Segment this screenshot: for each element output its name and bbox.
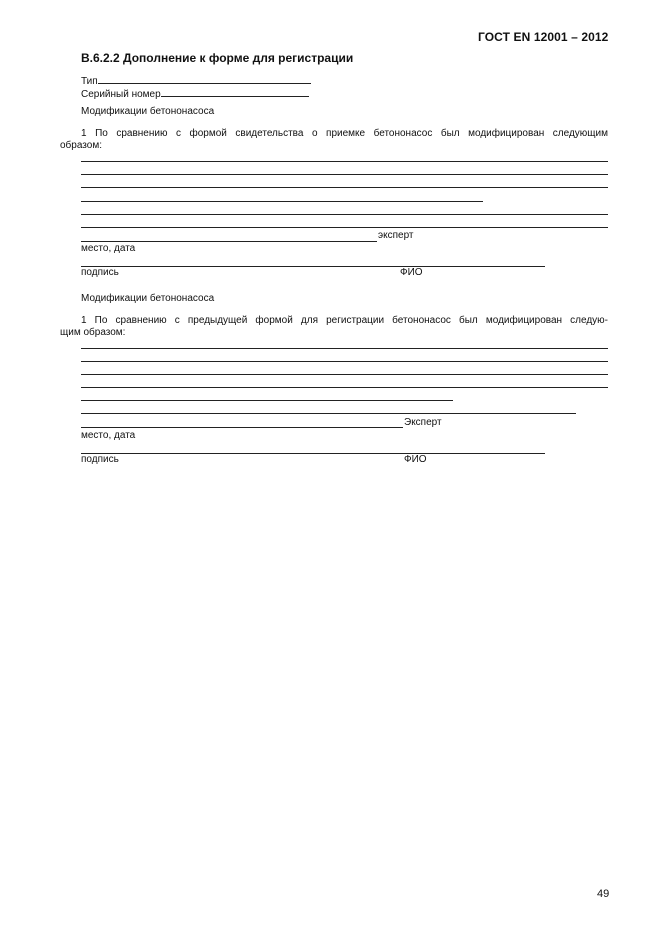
block2-answer-line-6[interactable]: [81, 413, 576, 414]
block2-heading: Модификации бетононасоса: [81, 293, 215, 304]
block1-place-date: место, дата: [81, 243, 136, 254]
block2-answer-line-2[interactable]: [81, 361, 608, 362]
block1-answer-line-4[interactable]: [81, 201, 483, 202]
block2-answer-line-1[interactable]: [81, 348, 608, 349]
block2-answer-line-3[interactable]: [81, 374, 608, 375]
block2-expert-label: Эксперт: [404, 417, 442, 428]
block1-answer-line-6[interactable]: [81, 227, 608, 228]
section-title: В.6.2.2 Дополнение к форме для регистрации: [81, 51, 354, 65]
block1-answer-line-3[interactable]: [81, 187, 608, 188]
block1-heading: Модификации бетононасоса: [81, 106, 215, 117]
type-field: [81, 74, 311, 88]
block1-paragraph-line1: 1 По сравнению с формой свидетельства о приемке бетононасос был модифицирован следующим: [81, 128, 608, 139]
block1-signature-line[interactable]: [81, 266, 545, 267]
serial-label: Серийный номер: [81, 89, 161, 100]
type-label: Тип: [81, 76, 98, 87]
block1-expert-label: эксперт: [378, 230, 414, 241]
block1-paragraph-line2: образом:: [60, 140, 102, 151]
block1-answer-line-1[interactable]: [81, 161, 608, 162]
block2-signature-line[interactable]: [81, 453, 545, 454]
block2-answer-line-4[interactable]: [81, 387, 608, 388]
document-code: ГОСТ EN 12001 – 2012: [478, 30, 609, 44]
block2-expert-line[interactable]: [81, 427, 403, 428]
block1-fio-label: ФИО: [400, 267, 423, 278]
block2-place-date: место, дата: [81, 430, 136, 441]
page-number: 49: [597, 888, 610, 900]
block2-paragraph-line2: щим образом:: [60, 327, 126, 338]
block2-paragraph-line1: 1 По сравнению с предыдущей формой для регистрации бетононасос был модифицирован следую-: [81, 315, 608, 326]
serial-field: [81, 87, 309, 101]
serial-input-line[interactable]: [161, 87, 309, 97]
block1-answer-line-5[interactable]: [81, 214, 608, 215]
type-input-line[interactable]: [98, 74, 311, 84]
block1-signature-label: подпись: [81, 267, 119, 278]
block2-signature-label: подпись: [81, 454, 119, 465]
block2-fio-label: ФИО: [404, 454, 427, 465]
block2-answer-line-5[interactable]: [81, 400, 453, 401]
block1-expert-line[interactable]: [81, 241, 377, 242]
block1-answer-line-2[interactable]: [81, 174, 608, 175]
